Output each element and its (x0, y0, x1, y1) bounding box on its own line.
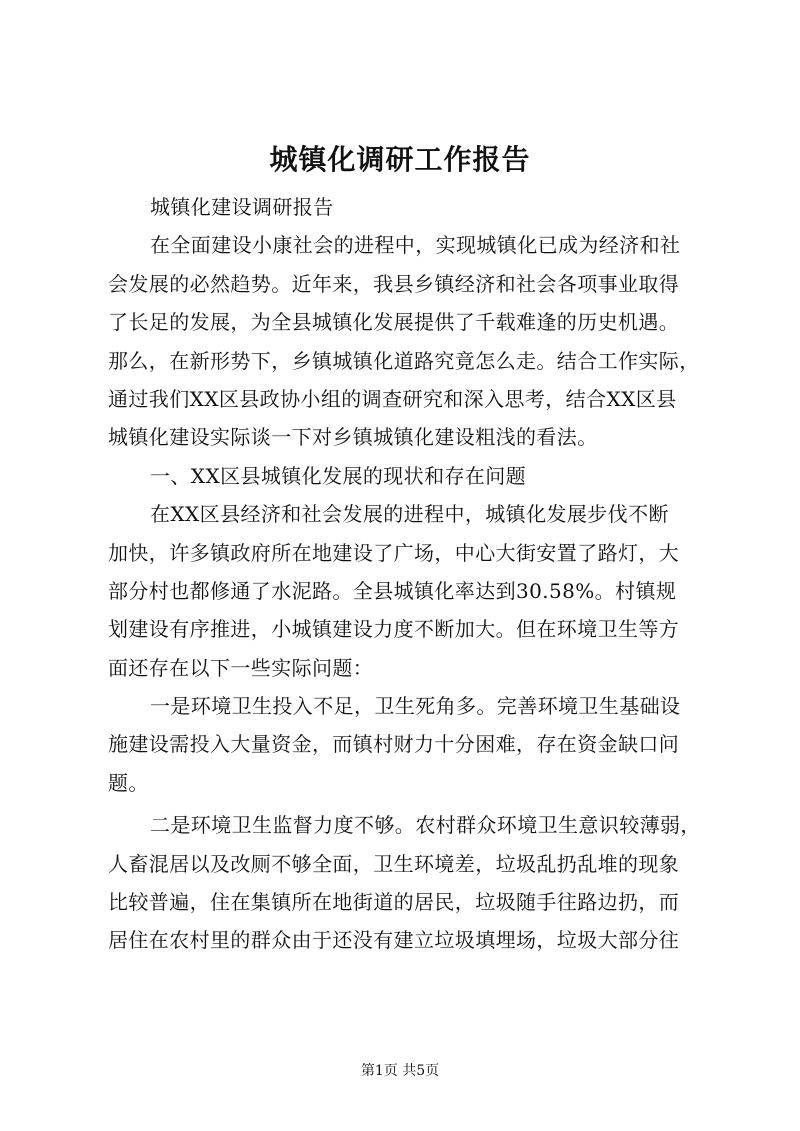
body-line-9: 在XX区县经济和社会发展的进程中，城镇化发展步伐不断 (150, 502, 669, 527)
body-line-15: 施建设需投入大量资金，而镇村财力十分困难，存在资金缺口问 (108, 732, 680, 757)
body-line-16: 题。 (108, 770, 149, 795)
body-line-5: 那么，在新形势下，乡镇城镇化道路究竟怎么走。结合工作实际， (108, 348, 700, 373)
body-line-10: 加快，许多镇政府所在地建设了广场，中心大街安置了路灯，大 (108, 540, 680, 565)
body-line-14: 一是环境卫生投入不足，卫生死角多。完善环境卫生基础设 (150, 694, 681, 719)
body-line-4: 了长足的发展，为全县城镇化发展提供了千载难逢的历史机遇。 (108, 310, 680, 335)
body-line-12: 划建设有序推进，小城镇建设力度不断加大。但在环境卫生等方 (108, 617, 680, 642)
body-line-11: 部分村也都修通了水泥路。全县城镇化率达到30.58%。村镇规 (108, 578, 677, 603)
body-line-7: 城镇化建设实际谈一下对乡镇城镇化建设粗浅的看法。 (108, 425, 598, 450)
body-line-6: 通过我们XX区县政协小组的调查研究和深入思考，结合XX区县 (108, 386, 677, 411)
body-line-18: 人畜混居以及改厕不够全面，卫生环境差，垃圾乱扔乱堆的现象 (108, 851, 680, 876)
body-line-17: 二是环境卫生监督力度不够。农村群众环境卫生意识较薄弱， (150, 813, 701, 838)
document-title: 城镇化调研工作报告 (269, 143, 531, 176)
body-line-20: 居住在农村里的群众由于还没有建立垃圾填埋场，垃圾大部分往 (108, 928, 680, 953)
page-number-footer: 第1页 共5页 (360, 1063, 440, 1079)
document-body (108, 188, 708, 960)
body-line-13: 面还存在以下一些实际问题： (108, 655, 374, 680)
body-line-19: 比较普遍，住在集镇所在地街道的居民，垃圾随手往路边扔，而 (108, 890, 680, 915)
section-heading-1: 一、XX区县城镇化发展的现状和存在问题 (150, 463, 527, 488)
body-line-2: 在全面建设小康社会的进程中，实现城镇化已成为经济和社 (150, 233, 681, 258)
body-line-1: 城镇化建设调研报告 (150, 195, 334, 219)
body-line-3: 会发展的必然趋势。近年来，我县乡镇经济和社会各项事业取得 (108, 271, 680, 296)
